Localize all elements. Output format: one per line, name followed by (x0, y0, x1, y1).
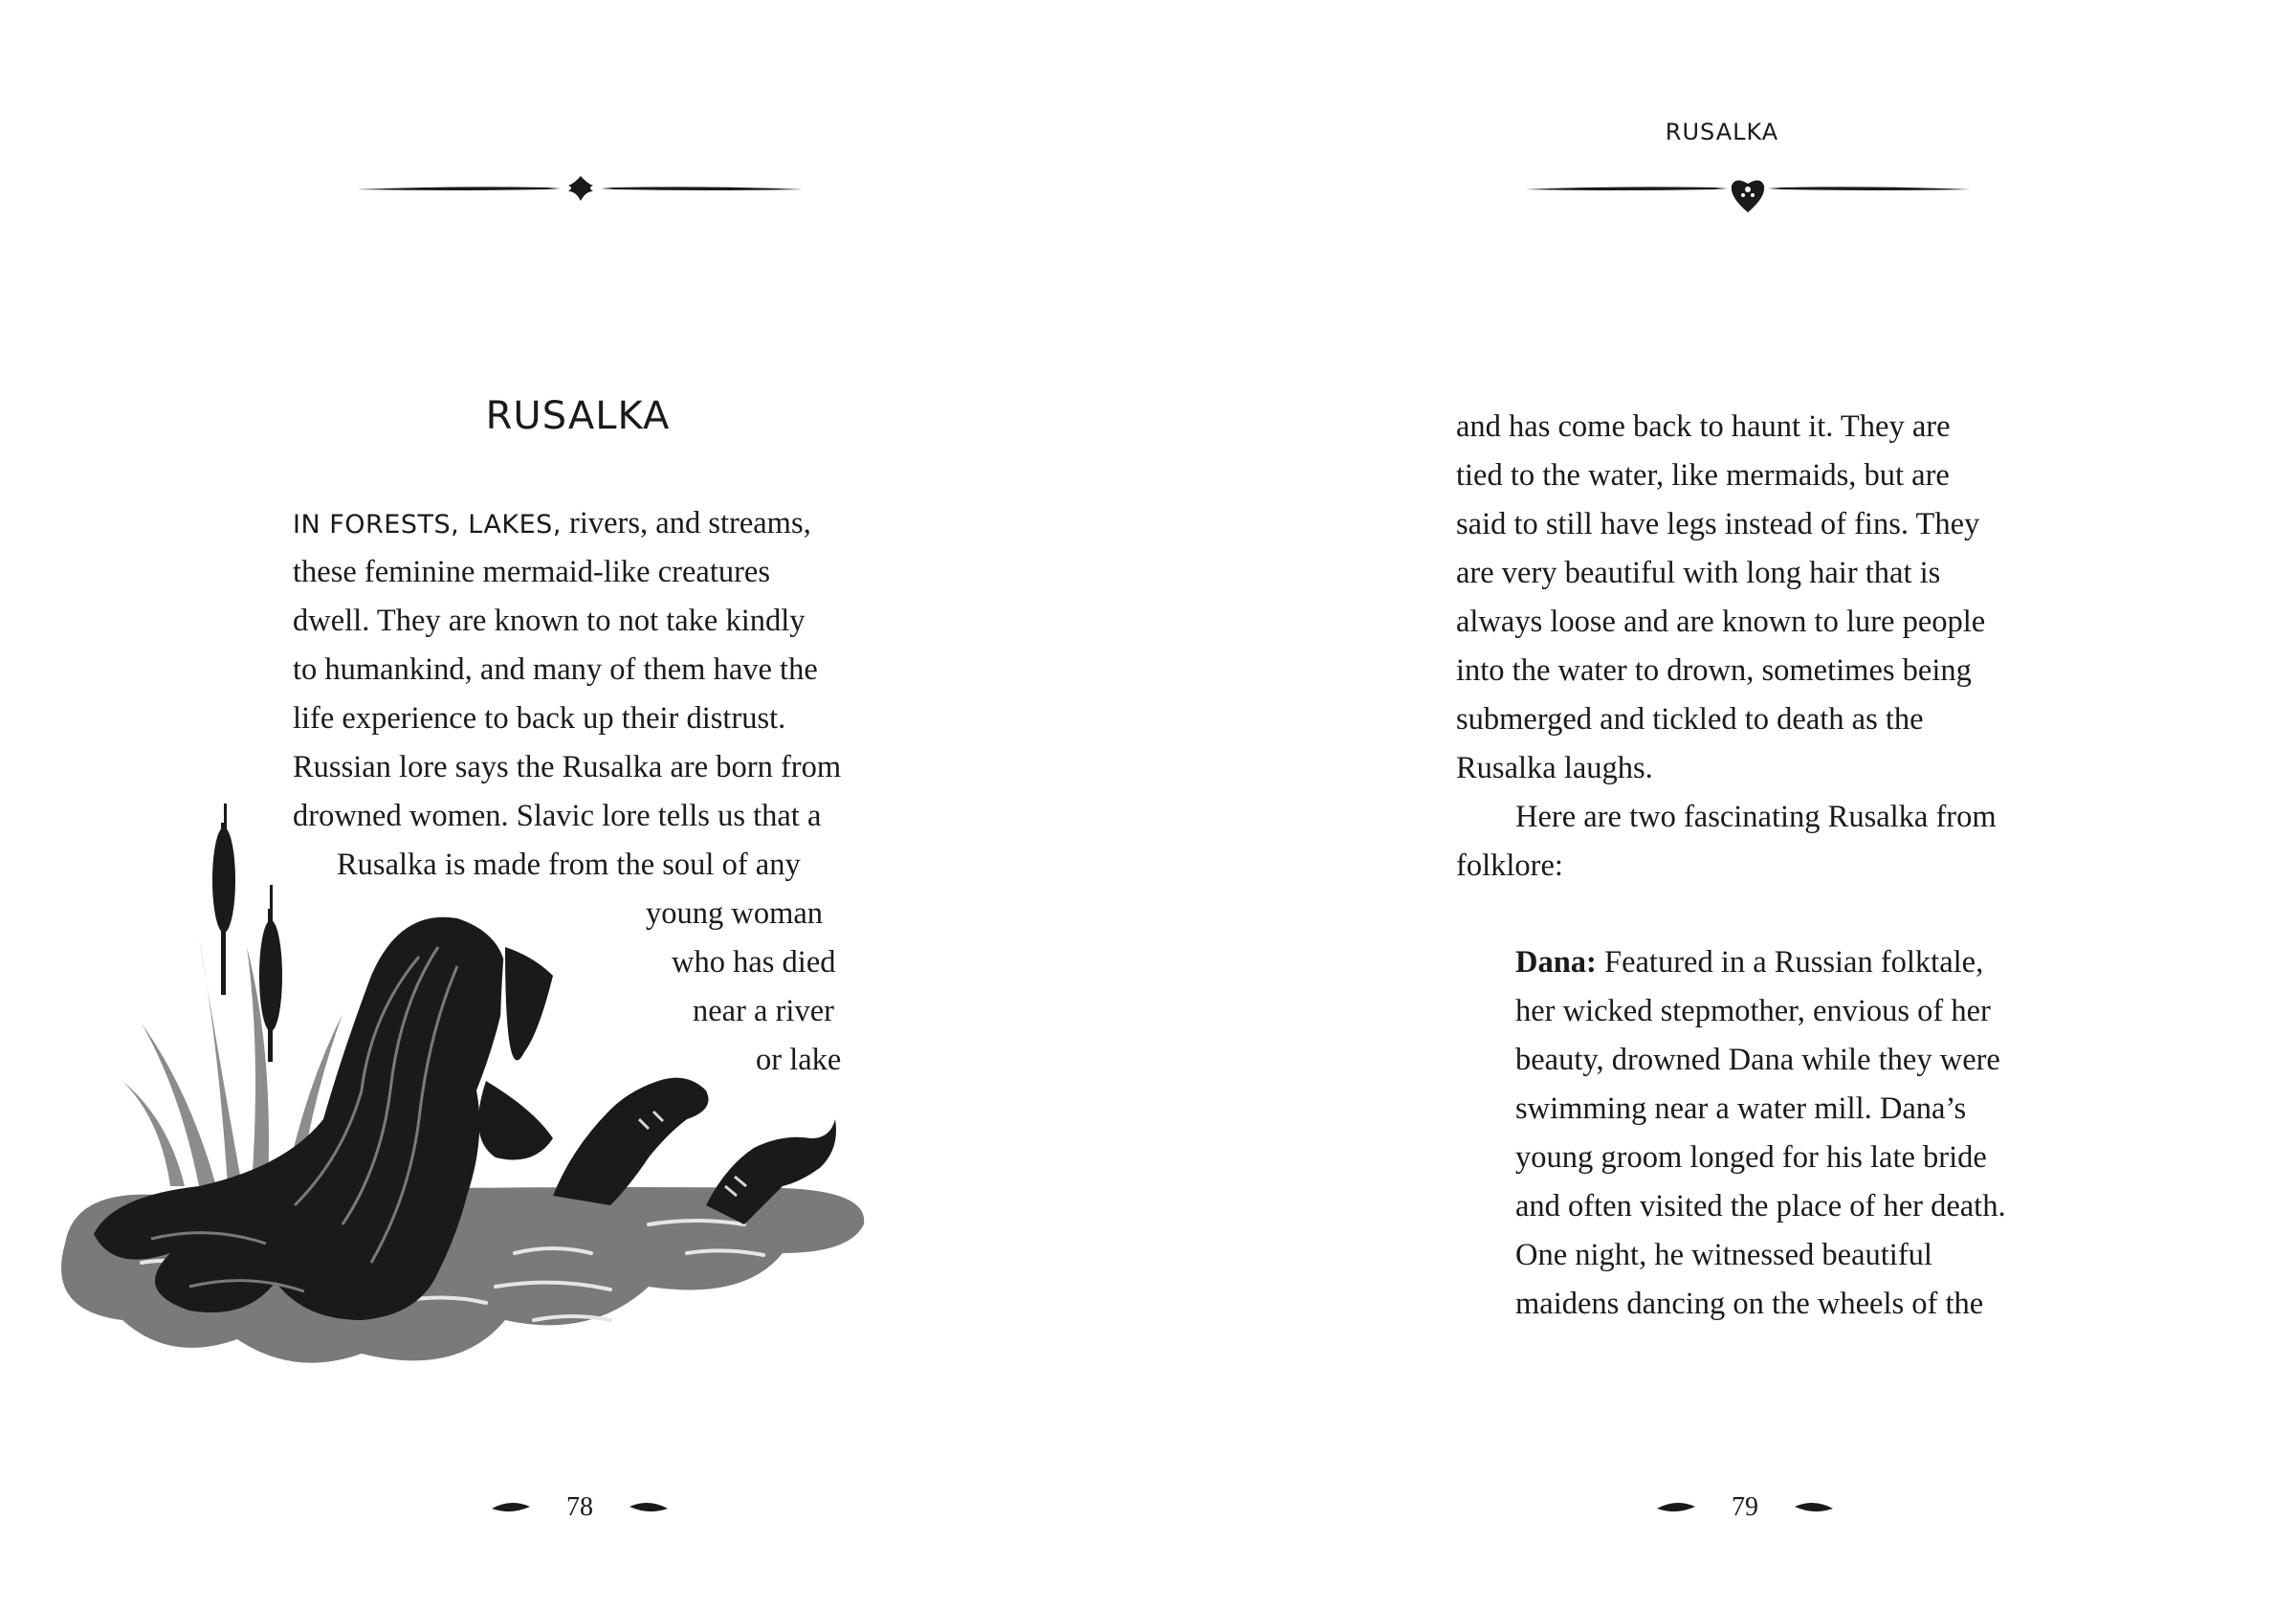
text-line: always loose and are known to lure people (1456, 605, 1986, 639)
text-line: Russian lore says the Rusalka are born from (293, 750, 842, 784)
running-head: RUSALKA (1665, 119, 1779, 145)
page-number: 79 (1732, 1492, 1758, 1522)
leaf-icon (628, 1500, 670, 1515)
entry-line: and often visited the place of her death. (1515, 1189, 2006, 1223)
text-line: tied to the water, like mermaids, but are (1456, 458, 1950, 493)
text-line: and has come back to haunt it. They are (1456, 409, 1951, 444)
text-line: these feminine mermaid-like creatures (293, 555, 771, 589)
entry-line: maidens dancing on the wheels of the (1515, 1287, 1984, 1321)
chapter-title: RUSALKA (485, 394, 671, 438)
lead-in: IN FORESTS, LAKES, (293, 510, 562, 540)
entry-line: swimming near a water mill. Dana’s (1515, 1091, 1967, 1126)
leaf-icon (1793, 1500, 1835, 1515)
text-line: Rusalka laughs. (1456, 751, 1653, 785)
entry-line: One night, he witnessed beautiful (1515, 1238, 1932, 1272)
text-line: into the water to drown, sometimes being (1456, 653, 1972, 688)
text-line: Here are two fascinating Rusalka from (1515, 800, 1997, 834)
text-line: drowned women. Slavic lore tells us that a (293, 799, 822, 833)
rusalka-illustration (55, 804, 878, 1387)
text-line (293, 508, 811, 540)
text-line: young woman (646, 896, 824, 931)
entry-line (1515, 947, 1983, 979)
text-line: to humankind, and many of them have the (293, 652, 818, 687)
page-number: 78 (566, 1492, 593, 1522)
text-line: Rusalka is made from the soul of any (337, 848, 801, 882)
text-span: Featured in a Russian folktale, (1596, 945, 1984, 980)
leaf-flourish-icon (356, 174, 806, 203)
leaf-icon (1655, 1500, 1697, 1515)
text-line: submerged and tickled to death as the (1456, 702, 1924, 737)
leaf-icon (490, 1500, 532, 1515)
entry-line: beauty, drowned Dana while they were (1515, 1043, 2000, 1077)
entry-line: her wicked stepmother, envious of her (1515, 994, 1991, 1028)
entry-line: young groom longed for his late bride (1515, 1140, 1987, 1175)
text-line: dwell. They are known to not take kindly (293, 604, 806, 638)
text-line: said to still have legs instead of fins. They (1456, 507, 1980, 541)
text-line: near a river (693, 994, 834, 1028)
text-span: rivers, and streams, (561, 506, 811, 540)
text-line: are very beautiful with long hair that is (1456, 556, 1941, 590)
text-line: who has died (672, 945, 836, 980)
heart-flourish-icon (1523, 172, 1973, 218)
text-line: life experience to back up their distrust. (293, 701, 786, 736)
text-line: folklore: (1456, 849, 1563, 883)
text-line: or lake (756, 1043, 842, 1077)
entry-name: Dana: (1515, 945, 1597, 980)
